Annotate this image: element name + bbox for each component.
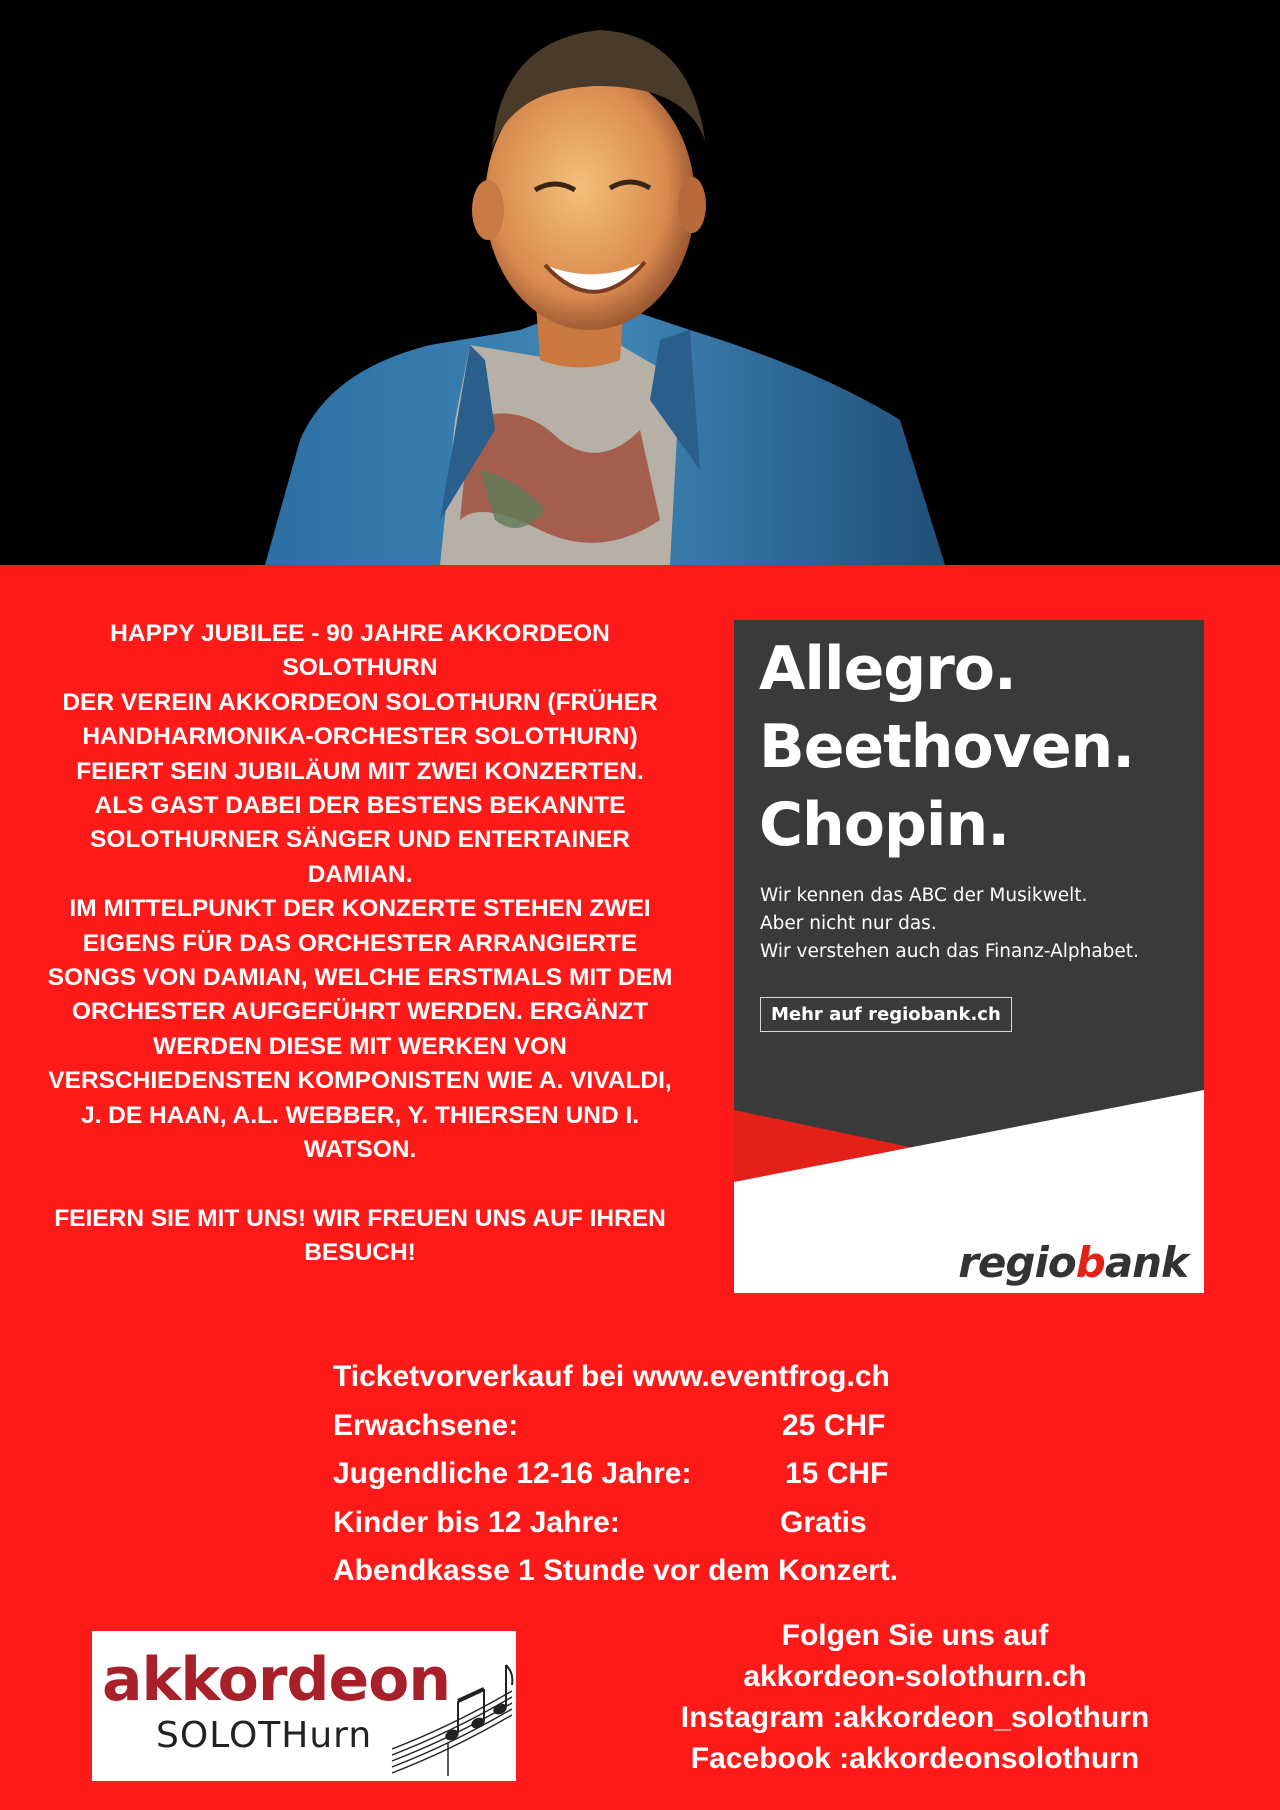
ad-headline-line: Allegro. <box>759 634 1016 704</box>
brand-part: ank <box>1104 1238 1188 1287</box>
description-paragraph: DER VEREIN AKKORDEON SOLOTHURN (FRÜHER HANDHARMONIKA-ORCHESTER SOLOTHURN) FEIERT SEIN JUBILÄUM MIT ZWEI KONZERTEN. <box>62 688 658 785</box>
follow-heading: Folgen Sie uns auf <box>781 1619 1049 1652</box>
ticket-info <box>333 1353 898 1596</box>
music-staff-icon <box>92 1631 516 1781</box>
ad-headline-line: Beethoven. <box>759 712 1135 782</box>
ad-headline-line: Chopin. <box>759 790 1009 860</box>
description-paragraph: IM MITTELPUNKT DER KONZERTE STEHEN ZWEI EIGENS FÜR DAS ORCHESTER ARRANGIERTE SONGS VON DAMIAN, WELCHE ERSTMALS MIT DEM ORCHESTER AUFGEFÜHRT WERDEN. ERGÄNZT WERDEN DIESE MIT WERKEN VON VERSCHIEDENSTEN KOMPONISTEN WIE A. VIVALDI, J. DE HAAN, A.L. WEBBER, Y. THIERSEN UND I. WATSON. <box>47 895 673 1164</box>
ticket-box-office: Abendkasse 1 Stunde vor dem Konzert. <box>333 1554 899 1587</box>
ad-cta-button[interactable]: Mehr auf regiobank.ch <box>760 997 1012 1032</box>
description-paragraph: HAPPY JUBILEE - 90 JAHRE AKKORDEON SOLOTHURN <box>110 620 610 682</box>
ticket-row <box>333 1499 898 1548</box>
ticket-price: 25 CHF <box>782 1408 886 1442</box>
social-links <box>650 1615 1180 1779</box>
ad-headline <box>759 630 1134 864</box>
description-closing: FEIERN SIE MIT UNS! WIR FREUEN UNS AUF IHREN BESUCH! <box>54 1204 666 1266</box>
brand-accent: b <box>1075 1238 1105 1287</box>
ticket-label: Jugendliche 12-16 Jahre: <box>333 1457 692 1490</box>
facebook-link[interactable]: Facebook :akkordeonsolothurn <box>690 1742 1140 1775</box>
ad-copy-line: Aber nicht nur das. <box>760 913 937 934</box>
website-link[interactable]: akkordeon-solothurn.ch <box>743 1660 1087 1693</box>
ad-copy-line: Wir kennen das ABC der Musikwelt. <box>760 885 1088 906</box>
spacer <box>40 1168 680 1202</box>
performer-photo <box>0 0 1280 565</box>
ticket-label: Kinder bis 12 Jahre: <box>333 1505 620 1539</box>
description-paragraph: ALS GAST DABEI DER BESTENS BEKANNTE SOLOTHURNER SÄNGER UND ENTERTAINER DAMIAN. <box>90 792 630 888</box>
ticket-row <box>333 1402 898 1451</box>
event-description <box>40 617 680 1270</box>
ticket-label: Erwachsene: <box>333 1408 519 1442</box>
ad-copy <box>760 882 1139 966</box>
logo-wordmark: akkordeon <box>102 1645 451 1715</box>
ticket-row <box>333 1450 898 1499</box>
regiobank-ad[interactable] <box>734 620 1204 1293</box>
ticket-price: Gratis <box>780 1505 867 1539</box>
logo-subtitle: SOLOTHurn <box>156 1715 373 1756</box>
akkordeon-solothurn-logo <box>92 1631 516 1781</box>
ticket-presale: Ticketvorverkauf bei www.eventfrog.ch <box>333 1360 890 1393</box>
ticket-price: 15 CHF <box>785 1457 889 1490</box>
regiobank-logo <box>958 1238 1188 1287</box>
brand-part: regio <box>958 1238 1076 1287</box>
ad-copy-line: Wir verstehen auch das Finanz-Alphabet. <box>760 941 1139 962</box>
performer-illustration <box>0 0 1280 565</box>
instagram-link[interactable]: Instagram :akkordeon_solothurn <box>680 1701 1150 1734</box>
